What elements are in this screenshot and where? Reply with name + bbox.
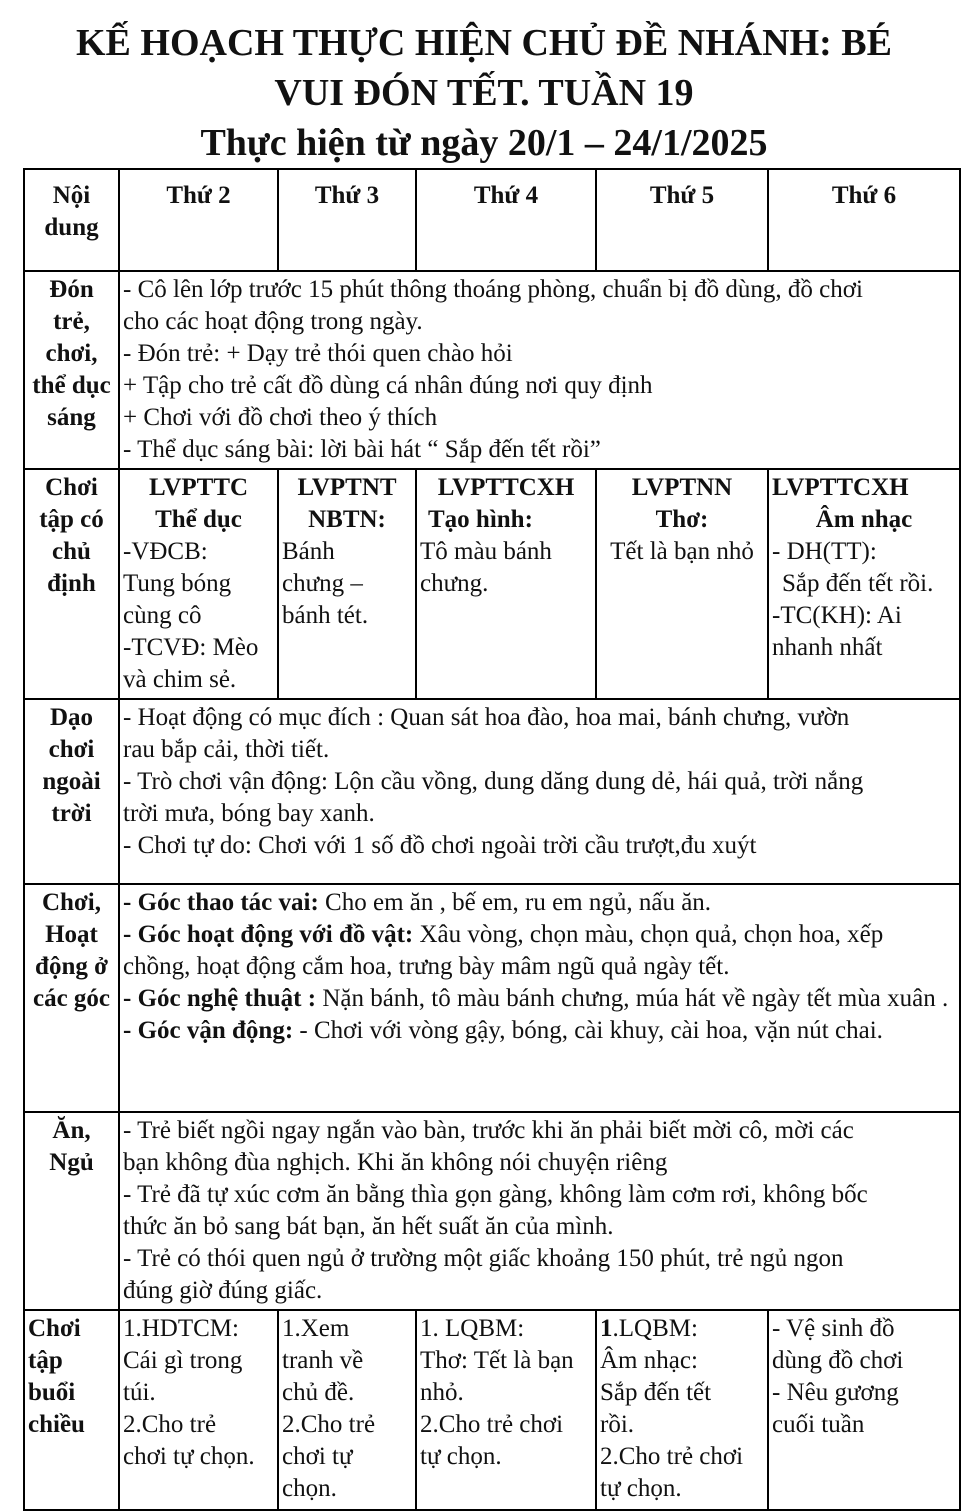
header-day-fri: Thứ 6 xyxy=(768,169,960,271)
an-ngu-content: - Trẻ biết ngồi ngay ngắn vào bàn, trước khi ăn phải biết mời cô, mời các bạn không đùa nghịch. Khi ăn không nói chuyện riêng - Trẻ đã tự xúc cơm ăn bằng thìa gọn gàng, không làm cơm rơi, không bốc thức ăn bỏ sang bát bạn, ăn hết suất ăn của mình. - Trẻ có thói quen ngủ ở trường một giấc khoảng 150 phút, trẻ ngủ ngon đúng giờ đúng giấc. xyxy=(119,1112,960,1310)
header-row xyxy=(24,169,960,271)
row-label-dao-choi: Dạo chơi ngoài trời xyxy=(24,699,119,884)
header-day-wed: Thứ 4 xyxy=(416,169,596,271)
header-content: Nội dung xyxy=(24,169,119,271)
goc-item: - Góc nghệ thuật : Nặn bánh, tô màu bánh chưng, múa hát về ngày tết mùa xuân . xyxy=(123,985,949,1012)
choi-goc-content xyxy=(119,884,960,1112)
choi-tap-thu: LVPTNN Thơ: Tết là bạn nhỏ xyxy=(596,469,768,699)
row-label-buoi-chieu: Chơi tập buổi chiều xyxy=(24,1310,119,1510)
row-choi-goc xyxy=(24,884,960,1112)
row-label-choi-tap: Chơi tập có chủ định xyxy=(24,469,119,699)
choi-tap-wed: LVPTTCXH Tạo hình: Tô màu bánh chưng. xyxy=(416,469,596,699)
row-choi-tap xyxy=(24,469,960,699)
weekly-plan-table xyxy=(23,168,961,1511)
buoi-chieu-mon: 1.HDTCM: Cái gì trong túi. 2.Cho trẻ chơi tự chọn. xyxy=(119,1310,278,1510)
row-dao-choi xyxy=(24,699,960,884)
row-label-choi-goc: Chơi, Hoạt động ở các góc xyxy=(24,884,119,1112)
buoi-chieu-fri: - Vệ sinh đồ dùng đồ chơi - Nêu gương cuối tuần xyxy=(768,1310,960,1510)
choi-tap-tue: LVPTNT NBTN: Bánh chưng – bánh tét. xyxy=(278,469,416,699)
title-line-1: KẾ HOẠCH THỰC HIỆN CHỦ ĐỀ NHÁNH: BÉ xyxy=(75,22,893,64)
title-date-range: Thực hiện từ ngày 20/1 – 24/1/2025 xyxy=(200,122,768,164)
header-day-mon: Thứ 2 xyxy=(119,169,278,271)
choi-tap-fri: LVPTTCXH Âm nhạc - DH(TT): Sắp đến tết rồi. -TC(KH): Ai nhanh nhất xyxy=(768,469,960,699)
row-don-tre xyxy=(24,271,960,469)
row-label-don-tre: Đón trẻ, chơi, thể dục sáng xyxy=(24,271,119,469)
title-line-2: VUI ĐÓN TẾT. TUẦN 19 xyxy=(274,72,694,114)
dao-choi-content: - Hoạt động có mục đích : Quan sát hoa đào, hoa mai, bánh chưng, vườn rau bắp cải, thời tiết. - Trò chơi vận động: Lộn cầu vồng, dung dăng dung dẻ, hái quả, trời nắng trời mưa, bóng bay xanh. - Chơi tự do: Chơi với 1 số đồ chơi ngoài trời cầu trượt,đu xuýt xyxy=(119,699,960,884)
row-an-ngu xyxy=(24,1112,960,1310)
header-day-thu: Thứ 5 xyxy=(596,169,768,271)
header-day-tue: Thứ 3 xyxy=(278,169,416,271)
row-label-an-ngu: Ăn, Ngủ xyxy=(24,1112,119,1310)
goc-item: - Góc hoạt động với đồ vật: Xâu vòng, chọn màu, chọn quả, chọn hoa, xếp chồng, hoạt động cắm hoa, trưng bày mâm ngũ quả ngày tết. xyxy=(123,921,884,980)
row-buoi-chieu xyxy=(24,1310,960,1510)
buoi-chieu-wed: 1. LQBM: Thơ: Tết là bạn nhỏ. 2.Cho trẻ chơi tự chọn. xyxy=(416,1310,596,1510)
choi-tap-mon: LVPTTC Thể dục -VĐCB: Tung bóng cùng cô -TCVĐ: Mèo và chim sẻ. xyxy=(119,469,278,699)
buoi-chieu-tue: 1.Xem tranh về chủ đề. 2.Cho trẻ chơi tự chọn. xyxy=(278,1310,416,1510)
don-tre-content: - Cô lên lớp trước 15 phút thông thoáng phòng, chuẩn bị đồ dùng, đồ chơi cho các hoạt động trong ngày. - Đón trẻ: + Dạy trẻ thói quen chào hỏi + Tập cho trẻ cất đồ dùng cá nhân đúng nơi quy định + Chơi với đồ chơi theo ý thích - Thể dục sáng bài: lời bài hát “ Sắp đến tết rồi” xyxy=(119,271,960,469)
goc-item: - Góc thao tác vai: Cho em ăn , bế em, ru em ngủ, nấu ăn. xyxy=(123,889,712,916)
buoi-chieu-thu: 1.LQBM: Âm nhạc: Sắp đến tết rồi. 2.Cho trẻ chơi tự chọn. xyxy=(596,1310,768,1510)
goc-item: - Góc vận động: - Chơi với vòng gậy, bóng, cài khuy, cài hoa, vặn nút chai. xyxy=(123,1017,883,1044)
